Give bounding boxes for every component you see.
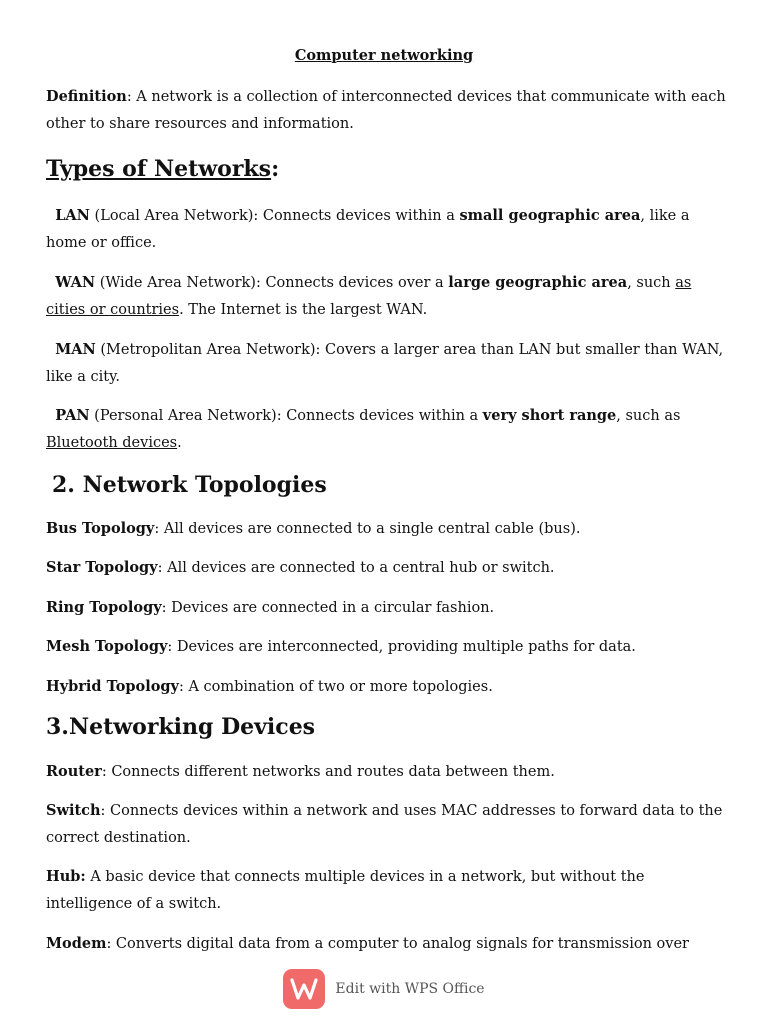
definition-text: : A network is a collection of interconnected devices that communicate with each other to share resources and information. [46, 89, 726, 132]
link-cities-countries[interactable]: as cities or countries [46, 275, 692, 318]
term-pan: PAN [55, 407, 90, 424]
network-type-wan: WAN (Wide Area Network): Connects devices over a large geographic area, such as cities or countries. The Internet is the largest WAN. [46, 274, 692, 318]
definition-paragraph [46, 83, 731, 138]
section-heading-types-text: Types of Networks [46, 156, 272, 182]
topology-item: Mesh Topology: Devices are interconnected, providing multiple paths for data. [46, 638, 636, 655]
link-bluetooth-devices[interactable]: Bluetooth devices [46, 435, 178, 451]
network-type-man: MAN (Metropolitan Area Network): Covers a larger area than LAN but smaller than WAN, like a city. [46, 341, 724, 385]
topology-item: Bus Topology: All devices are connected to a single central cable (bus). [46, 520, 581, 537]
topology-item: Ring Topology: Devices are connected in a circular fashion. [46, 599, 495, 616]
section-heading-devices: 3.Networking Devices [46, 714, 316, 740]
device-item: Modem: Converts digital data from a computer to analog signals for transmission over [46, 935, 689, 952]
term-man: MAN [55, 341, 96, 358]
term-wan: WAN [55, 274, 96, 291]
network-type-lan: LAN (Local Area Network): Connects devices within a small geographic area, like a home or office. [46, 207, 690, 251]
wps-office-logo-icon [283, 969, 325, 1009]
wps-footer-banner[interactable] [0, 968, 768, 1010]
document-title: Computer networking [294, 47, 474, 64]
definition-label: Definition [46, 88, 127, 105]
topology-item: Hybrid Topology: A combination of two or more topologies. [46, 678, 493, 695]
wps-footer-text: Edit with WPS Office [335, 981, 485, 997]
section-heading-types: Types of Networks: [46, 156, 280, 182]
section-heading-topologies: 2. Network Topologies [52, 472, 327, 498]
wps-w-glyph-icon [289, 976, 319, 1002]
device-item: Switch: Connects devices within a network and uses MAC addresses to forward data to the correct destination. [46, 802, 723, 846]
device-item: Router: Connects different networks and routes data between them. [46, 763, 555, 780]
topology-item: Star Topology: All devices are connected to a central hub or switch. [46, 559, 555, 576]
device-item: Hub: A basic device that connects multiple devices in a network, but without the intelligence of a switch. [46, 868, 645, 912]
term-lan: LAN [55, 207, 90, 224]
network-type-pan: PAN (Personal Area Network): Connects devices within a very short range, such as Bluetooth devices. [46, 407, 681, 451]
